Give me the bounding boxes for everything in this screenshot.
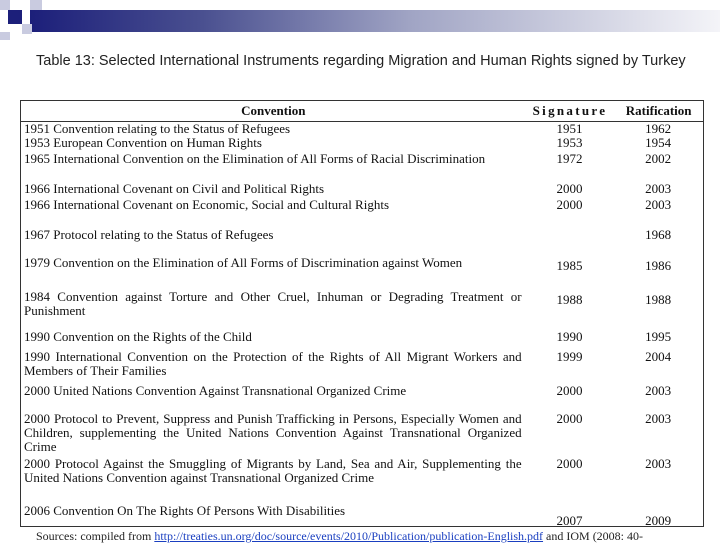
signature-cell xyxy=(526,228,615,256)
table-row xyxy=(21,198,703,228)
table-row xyxy=(21,182,703,198)
sources-link[interactable]: http://treaties.un.org/doc/source/events/2010/Publication/publication-English.pdf xyxy=(154,529,544,543)
signature-cell: 1951 xyxy=(556,121,583,136)
convention-cell: 1990 International Convention on the Protection of the Rights of All Migrant Workers and Members of Their Families xyxy=(24,349,522,378)
convention-cell: 2000 United Nations Convention Against Transnational Organized Crime xyxy=(24,383,407,398)
signature-cell: 1990 xyxy=(556,329,583,344)
ratification-cell: 1962 xyxy=(645,121,672,136)
signature-cell: 1972 xyxy=(556,151,583,166)
convention-cell: 1966 International Covenant on Civil and Political Rights xyxy=(24,181,325,196)
ratification-cell: 1995 xyxy=(645,329,672,344)
convention-cell: 2006 Convention On The Rights Of Persons With Disabilities xyxy=(24,503,346,518)
table-row xyxy=(21,228,703,256)
table-row xyxy=(21,384,703,412)
convention-cell: 2000 Protocol Against the Smuggling of Migrants by Land, Sea and Air, Supplementing the United Nations Convention against Transnational Organized Crime xyxy=(24,456,522,485)
ratification-cell: 1968 xyxy=(645,227,672,242)
ratification-cell: 2003 xyxy=(645,181,672,196)
header-signature: Signature xyxy=(526,101,615,122)
convention-cell: 1965 International Convention on the Elimination of All Forms of Racial Discrimination xyxy=(24,151,486,166)
signature-cell: 2000 xyxy=(556,456,583,471)
table-row xyxy=(21,152,703,182)
table-row xyxy=(21,350,703,384)
decor-square xyxy=(22,24,32,34)
signature-cell: 1988 xyxy=(556,292,583,307)
table-row xyxy=(21,457,703,504)
convention-cell: 1979 Convention on the Elimination of All Forms of Discrimination against Women xyxy=(24,255,463,270)
table-row xyxy=(21,122,703,137)
convention-cell: 1953 European Convention on Human Rights xyxy=(24,135,262,150)
decor-square xyxy=(30,0,42,10)
signature-cell: 2000 xyxy=(556,197,583,212)
signature-cell: 1953 xyxy=(556,135,583,150)
table-row xyxy=(21,290,703,330)
ratification-cell: 2003 xyxy=(645,411,672,426)
convention-cell: 1984 Convention against Torture and Other Cruel, Inhuman or Degrading Treatment or Punishment xyxy=(24,289,522,318)
table-row xyxy=(21,330,703,350)
decor-square xyxy=(8,10,22,24)
ratification-cell: 2003 xyxy=(645,383,672,398)
table-row xyxy=(21,504,703,528)
ratification-cell: 1986 xyxy=(645,258,672,273)
conventions-table xyxy=(20,100,704,527)
table-row xyxy=(21,412,703,457)
ratification-cell: 1954 xyxy=(645,135,672,150)
ratification-cell: 2003 xyxy=(645,197,672,212)
decor-square xyxy=(0,0,10,10)
ratification-cell: 2003 xyxy=(645,456,672,471)
table-title: Table 13: Selected International Instruments regarding Migration and Human Rights signed by Turkey xyxy=(36,53,686,69)
decor-square xyxy=(0,32,10,40)
ratification-cell: 1988 xyxy=(645,292,672,307)
signature-cell: 2007 xyxy=(556,513,583,528)
convention-cell: 1951 Convention relating to the Status of Refugees xyxy=(24,121,291,136)
convention-cell: 1966 International Covenant on Economic, Social and Cultural Rights xyxy=(24,197,390,212)
header-ratification: Ratification xyxy=(614,101,703,122)
signature-cell: 2000 xyxy=(556,411,583,426)
table-row xyxy=(21,136,703,152)
signature-cell: 1985 xyxy=(556,258,583,273)
convention-cell: 2000 Protocol to Prevent, Suppress and Punish Trafficking in Persons, Especially Women and Children, supplementing the United Nations Convention Against Transnational Organized Crime xyxy=(24,411,522,454)
signature-cell: 2000 xyxy=(556,383,583,398)
table-row xyxy=(21,256,703,290)
sources-prefix: Sources: compiled from xyxy=(36,529,152,543)
signature-cell: 1999 xyxy=(556,349,583,364)
sources-suffix: and IOM (2008: 40- xyxy=(546,529,644,543)
ratification-cell: 2004 xyxy=(645,349,672,364)
convention-cell: 1967 Protocol relating to the Status of Refugees xyxy=(24,227,274,242)
header-band xyxy=(30,10,720,32)
header-convention: Convention xyxy=(21,101,526,122)
ratification-cell: 2009 xyxy=(645,513,672,528)
ratification-cell: 2002 xyxy=(645,151,672,166)
signature-cell: 2000 xyxy=(556,181,583,196)
convention-cell: 1990 Convention on the Rights of the Child xyxy=(24,329,252,344)
sources-note xyxy=(36,529,643,544)
